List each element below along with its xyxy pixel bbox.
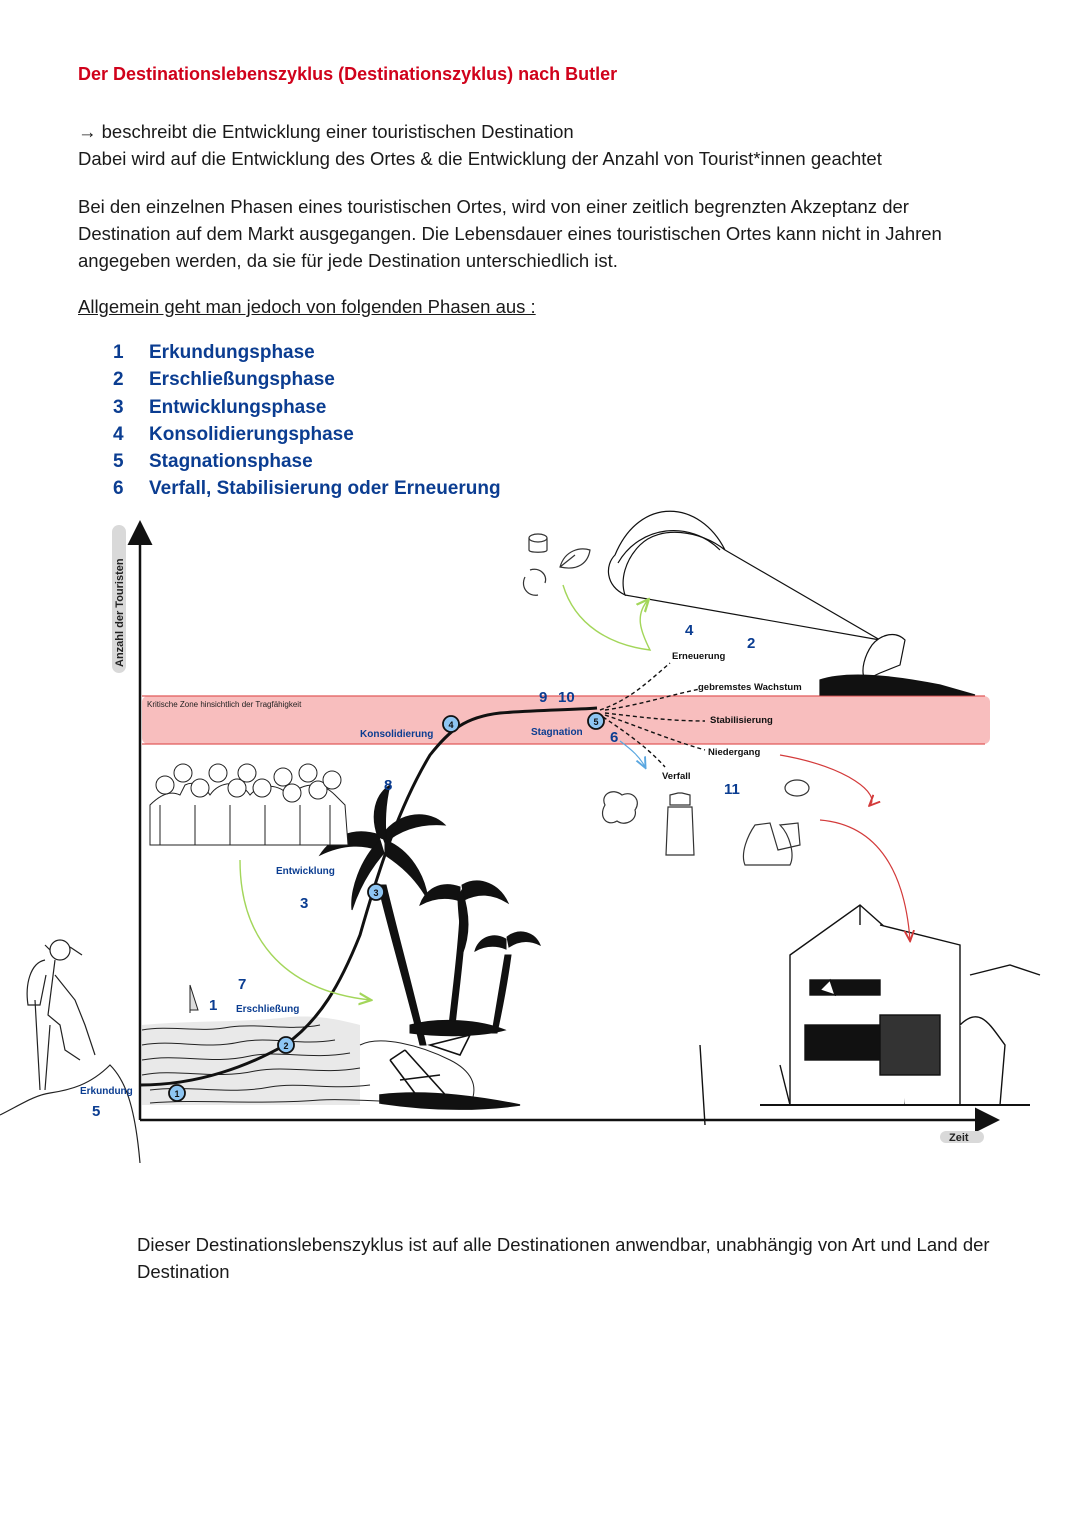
green-arrow-development — [240, 860, 370, 1000]
leaf-icon — [560, 549, 590, 568]
intro-paragraph: Bei den einzelnen Phasen eines touristischen Ortes, wird von einer zeitlich begrenzten Akzeptanz der Destination auf dem Markt ausgegangen. Die Lebensdauer eines touristischen Ortes kann nicht in Jahren angegeben werden, da sie für jede Destination unterschiedlich ist. — [78, 196, 942, 271]
annotation-number: 8 — [384, 777, 393, 794]
intro-text — [78, 118, 1008, 172]
phase-label: Erschließungsphase — [149, 369, 335, 391]
blue-arrow-verfall — [620, 741, 645, 767]
eco-icons — [523, 534, 590, 595]
phase-label: Konsolidierungsphase — [149, 423, 354, 445]
outcome-label-erneuerung: Erneuerung — [672, 651, 726, 662]
phase-label: Entwicklungsphase — [149, 396, 327, 418]
outcome-label-verfall: Verfall — [662, 771, 691, 782]
phase-number: 2 — [113, 369, 124, 391]
annotation-number: 11 — [724, 781, 740, 798]
annotation-number: 3 — [300, 895, 309, 912]
stage-marker — [443, 716, 459, 732]
annotation-number: 5 — [92, 1103, 101, 1120]
phase-number: 6 — [113, 478, 124, 500]
outcome-label-gebremstes-wachstum: gebremstes Wachstum — [698, 682, 802, 693]
x-axis-label: Zeit — [949, 1132, 969, 1144]
phase-label: Erkundungsphase — [149, 342, 315, 363]
phase-label: Stagnationsphase — [149, 451, 313, 473]
phases-intro: Allgemein geht man jedoch von folgenden Phasen aus : — [78, 296, 536, 317]
stage-label-entwicklung: Entwicklung — [276, 866, 335, 877]
stage-marker-number: 4 — [448, 720, 454, 730]
deck-chair-icon — [380, 1035, 520, 1109]
recycle-icon — [523, 569, 545, 595]
annotation-number: 7 — [238, 976, 247, 993]
annotation-number: 2 — [747, 635, 756, 652]
hiker-icon — [0, 940, 140, 1163]
stage-label-erschliessung: Erschließung — [236, 1004, 300, 1015]
stage-marker-number: 3 — [373, 888, 379, 898]
phase-item — [113, 339, 501, 366]
phase-label: Verfall, Stabilisierung oder Erneuerung — [149, 478, 501, 500]
stage-marker-number: 2 — [283, 1041, 289, 1051]
stage-label-stagnation: Stagnation — [531, 727, 583, 738]
annotation-number: 10 — [558, 689, 575, 706]
intro-second-line: Dabei wird auf die Entwicklung des Ortes & die Entwicklung der Anzahl von Tourist*innen geachtet — [78, 148, 882, 169]
stage-marker — [169, 1085, 185, 1101]
stage-marker-number: 1 — [174, 1089, 180, 1099]
annotation-number: 1 — [209, 997, 218, 1014]
annotation-number: 9 — [539, 689, 548, 706]
stage-marker — [278, 1037, 294, 1053]
phase-item — [113, 366, 501, 393]
annotation-number: 4 — [685, 622, 694, 639]
stage-marker — [368, 884, 384, 900]
stage-label-erkundung: Erkundung — [80, 1086, 133, 1097]
annotation-number: 6 — [610, 729, 619, 746]
phase-item — [113, 394, 501, 421]
green-arrow-renewal — [563, 585, 650, 650]
plastic-bag-icon — [743, 823, 800, 865]
can-icon — [785, 780, 809, 796]
closing-paragraph: Dieser Destinationslebenszyklus ist auf alle Destinationen anwendbar, unabhängig von Art und Land der Destination — [137, 1234, 990, 1282]
coins-icon — [529, 534, 547, 542]
crowd-icon — [150, 764, 348, 845]
critical-zone-label: Kritische Zone hinsichtlich der Tragfähigkeit — [147, 700, 302, 709]
outcome-label-stabilisierung: Stabilisierung — [710, 715, 773, 726]
phase-number: 4 — [113, 423, 124, 445]
trash-icons — [603, 780, 809, 865]
phase-item — [113, 421, 501, 448]
palm-tree-icon — [320, 785, 540, 1045]
bottle-icon — [666, 793, 694, 855]
page-title: Der Destinationslebenszyklus (Destinationszyklus) nach Butler — [78, 64, 618, 84]
phase-number: 3 — [113, 396, 124, 418]
phase-item — [113, 448, 501, 475]
kitesurfer-icon — [608, 511, 975, 695]
y-axis-label: Anzahl der Touristen — [114, 558, 126, 667]
paper-icon — [603, 792, 638, 823]
phase-list — [113, 339, 501, 503]
stage-label-konsolidierung: Konsolidierung — [360, 729, 434, 740]
stage-marker — [588, 713, 604, 729]
outcome-label-niedergang: Niedergang — [708, 747, 761, 758]
derelict-house-icon — [700, 905, 1040, 1125]
lifecycle-diagram — [0, 505, 1080, 1185]
intro-arrow-line: → beschreibt die Entwicklung einer touristischen Destination — [78, 121, 574, 142]
phase-item — [113, 475, 501, 502]
stage-marker-number: 5 — [593, 717, 599, 727]
phase-number: 5 — [113, 451, 124, 473]
phase-number: 1 — [113, 342, 124, 363]
